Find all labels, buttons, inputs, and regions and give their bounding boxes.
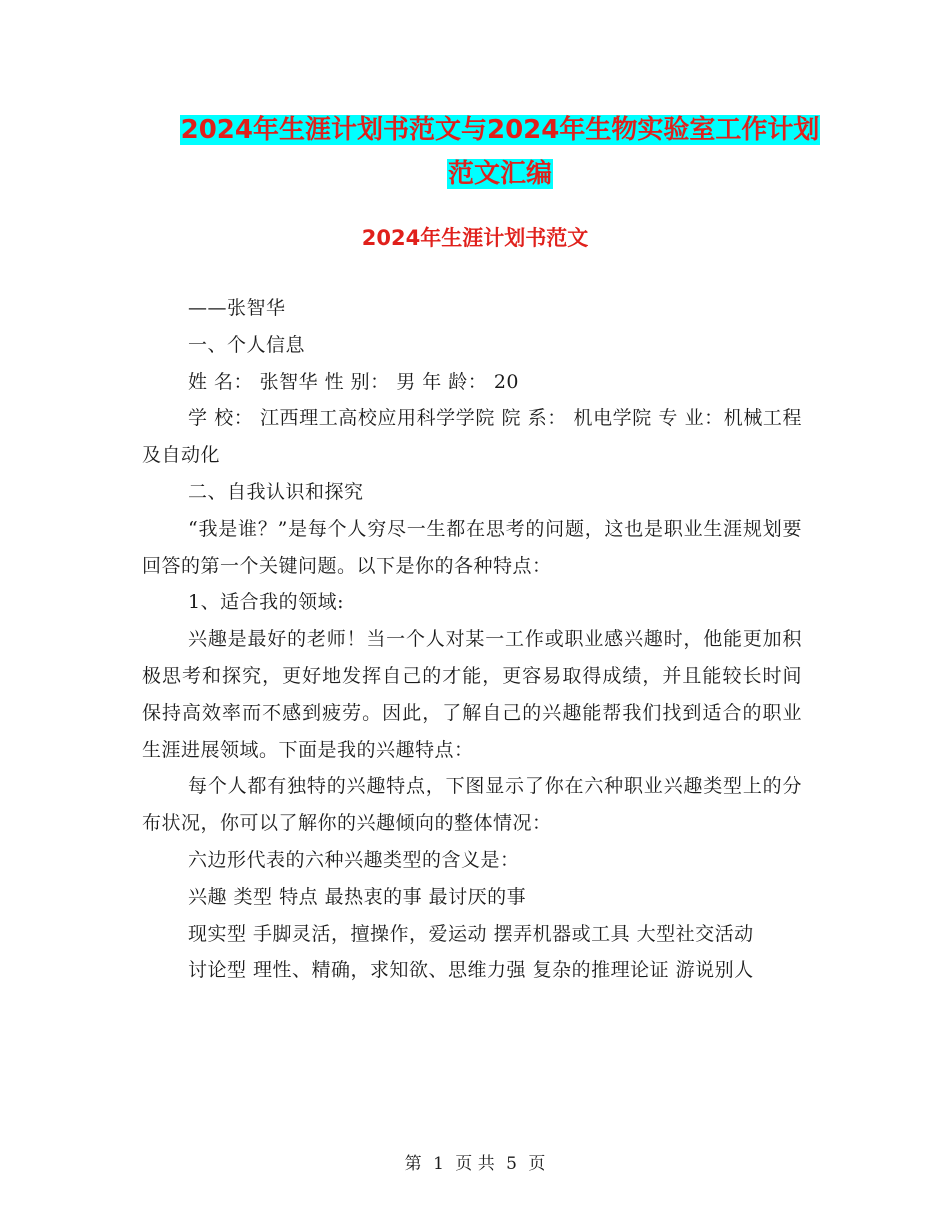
paragraph: 六边形代表的六种兴趣类型的含义是：	[188, 848, 520, 871]
paragraph: 兴趣 类型 特点 最热衷的事 最讨厌的事	[188, 885, 527, 908]
paragraph: 一、个人信息	[188, 333, 306, 356]
paragraph: 1、适合我的领域:	[188, 591, 344, 614]
total-pages-number: 5	[506, 1154, 517, 1174]
paragraph: 姓 名： 张智华 性 别： 男 年 龄： 20	[188, 370, 519, 393]
footer-prefix: 第	[404, 1154, 422, 1174]
paragraph: 现实型 手脚灵活，擅操作，爱运动 摆弄机器或工具 大型社交活动	[188, 922, 754, 945]
paragraph: 每个人都有独特的兴趣特点，下图显示了你在六种职业兴趣类型上的分布状况，你可以了解你的兴趣倾向的整体情况：	[142, 775, 802, 835]
footer-suffix: 页	[528, 1154, 546, 1174]
title-highlight: 范文汇编	[447, 159, 552, 189]
document-body	[142, 290, 802, 989]
paragraph: 二、自我认识和探究	[188, 480, 364, 503]
title-highlight: 2024年生涯计划书范文与2024年生物实验室工作计划	[180, 115, 820, 145]
paragraph: 讨论型 理性、精确，求知欲、思维力强 复杂的推理论证 游说别人	[188, 959, 754, 982]
paragraph: ——张智华	[188, 297, 286, 319]
footer-middle: 页 共	[455, 1154, 495, 1174]
document-title-line-1	[140, 108, 860, 152]
paragraph: 兴趣是最好的老师！当一个人对某一工作或职业感兴趣时，他能更加积极思考和探究，更好地发挥自己的才能，更容易取得成绩，并且能较长时间保持高效率而不感到疲劳。因此，了解自己的兴趣能帮我们找到适合的职业生涯进展领域。下面是我的兴趣特点：	[142, 628, 802, 761]
paragraph: 学 校： 江西理工高校应用科学学院 院 系： 机电学院 专 业：机械工程及自动化	[142, 407, 802, 467]
page-footer	[0, 1152, 950, 1176]
current-page-number: 1	[433, 1154, 444, 1174]
section-title: 2024年生涯计划书范文	[361, 226, 589, 250]
document-title-line-2	[140, 152, 860, 196]
paragraph: “我是谁？”是每个人穷尽一生都在思考的问题，这也是职业生涯规划要回答的第一个关键问题。以下是你的各种特点：	[142, 517, 802, 577]
